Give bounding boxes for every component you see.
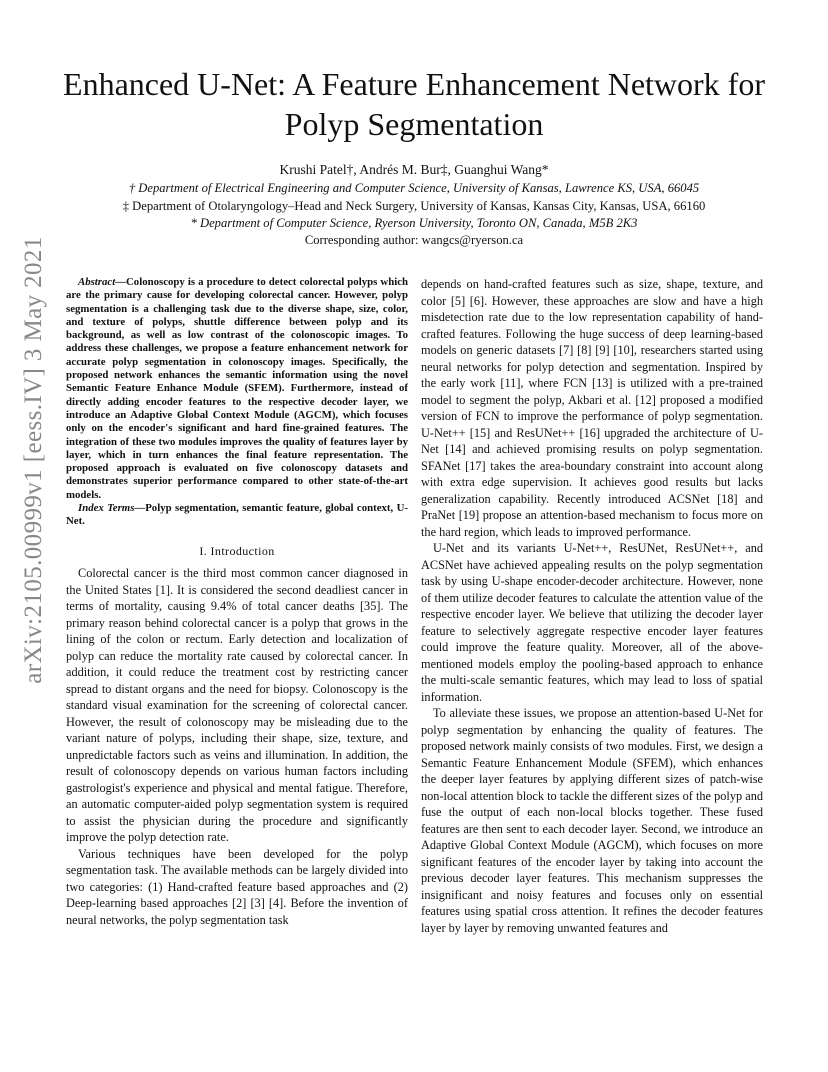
affiliation-3: * Department of Computer Science, Ryerson University, Toronto ON, Canada, M5B 2K3 xyxy=(190,216,638,230)
index-terms-label: Index Terms— xyxy=(78,502,146,515)
intro-paragraph-1: Colorectal cancer is the third most common cancer diagnosed in the United States [1]. It is considered the second deadliest cancer in terms of mortality, causing 9.4% of total cancer deaths [35]. The primary reason behind colorectal cancer is a polyp that grows in the lining of the colon or rectum. Early detection and localization of polyp can reduce the mortality rate caused by colorectal cancer. In addition, it could reduce the treatment cost by restricting cancer spread to distant organs and the need for biopsy. Colonoscopy is the standard visual examination for the screening of colorectal cancer. However, the result of colonoscopy may be misleading due to the variant nature of polyps, including their shape, size, texture, and unpredictable factors such as veins and illumination. In addition, the result of colonoscopy depends on various human factors including gastrologist's experience and physical and mental fatigue. Therefore, an automatic computer-aided polyp segmentation system is required to assist the physician during the procedure and significantly improve the polyp detection rate. xyxy=(66,566,408,845)
index-terms xyxy=(66,502,408,529)
corresponding-author: Corresponding author: wangcs@ryerson.ca xyxy=(304,233,524,247)
abstract xyxy=(66,276,408,502)
right-column xyxy=(421,276,763,936)
section-heading: I. Introduction xyxy=(199,543,275,558)
right-paragraph-2: U-Net and its variants U-Net++, ResUNet, ResUNet++, and ACSNet have achieved appealing results on the polyp segmentation task by using U-shape encoder-decoder architecture. However, none of them utilize decoder features to calculate the attention value of the respective encoder layer. We believe that utilizing the decoder layer feature to selectively aggregate respective encoder layer features could improve the feature quality. Moreover, all of the above-mentioned models employ the pooling-based approach to enhance the multi-scale semantic features, which may lead to loss of spatial information. xyxy=(421,541,763,704)
arxiv-stamp xyxy=(14,236,54,684)
abstract-label: Abstract— xyxy=(78,276,126,288)
index-terms-text: Polyp segmentation, semantic feature, global context, U-Net. xyxy=(66,502,408,528)
affiliation-2: ‡ Department of Otolaryngology–Head and Neck Surgery, University of Kansas, Kansas City, Kansas, USA, 66160 xyxy=(122,199,706,213)
right-paragraph-1: depends on hand-crafted features such as size, shape, texture, and color [5] [6]. However, these approaches are slow and have a high misdetection rate due to the low representation capability of hand-crafted features. Following the huge success of deep learning-based models on generic datasets [7] [8] [9] [10], researchers started using neural networks for polyp detection and segmentation. Inspired by the early work [11], where FCN [13] is utilized with a pre-trained model to segment the polyp, Akbari et al. [12] proposed a modified version of FCN to improve the performance of polyp segmentation. U-Net++ [15] and ResUNet++ [16] upgraded the architecture of U-Net [14] and achieved promising results on polyp segmentation. SFANet [17] takes the area-boundary constraint into account along with extra edge supervision. It achieves good results but lacks generalization capability. Recently introduced ACSNet [18] and PraNet [19] propose an attention-based mechanism to focus more on the hard region, which leads to improved performance. xyxy=(421,277,763,539)
arxiv-id: arXiv:2105.00999v1 [eess.IV] 3 May 2021 xyxy=(20,236,47,684)
affiliation-1: † Department of Electrical Engineering and Computer Science, University of Kansas, Lawrence KS, USA, 66045 xyxy=(128,181,700,195)
abstract-text: Colonoscopy is a procedure to detect colorectal polyps which are the primary cause for developing colorectal cancer. However, polyp segmentation is a challenging task due to the diverse shape, size, color, and texture of polyps, shuttle difference between polyp and its background, as well as low contrast of the colonoscopic images. To address these challenges, we propose a feature enhancement network for accurate polyp segmentation in colonoscopy images. Specifically, the proposed network enhances the semantic information using the novel Semantic Feature Enhance Module (SFEM). Furthermore, instead of directly adding encoder features to the respective decoder layer, we introduce an Adaptive Global Context Module (AGCM), which focuses only on the encoder's significant and hard fine-grained features. The integration of these two modules improves the quality of features layer by layer, which in turn enhances the final feature representation. The proposed approach is evaluated on five colonoscopy datasets and demonstrates superior performance compared to other state-of-the-art models. xyxy=(66,276,408,501)
paper-title: Enhanced U-Net: A Feature Enhancement Network for Polyp Segmentation xyxy=(63,66,765,142)
left-column xyxy=(66,276,408,928)
right-paragraph-3: To alleviate these issues, we propose an attention-based U-Net for polyp segmentation by enhancing the quality of features. The proposed network mainly consists of two modules. First, we design a Semantic Feature Enhancement Module (SFEM), which enhances the deeper layer features by applying different sizes of patch-wise non-local attention block to tackle the different sizes of the polyp and fuse the output of each non-local blocks together. These fused features are then sent to each decoder layer. Second, we introduce an Adaptive Global Context Module (AGCM), which focuses on more significant features of the encoder layer by taking into account the previous decoder layer features. This mechanism suppresses the insignificant and noisy features and focuses only on essential features using spatial cross attention. It refines the decoder features layer by layer by removing unwanted features and xyxy=(421,706,763,935)
author-list: Krushi Patel†, Andrés M. Bur‡, Guanghui Wang* xyxy=(279,162,549,177)
intro-paragraph-2: Various techniques have been developed for the polyp segmentation task. The available methods can be largely divided into two categories: (1) Hand-crafted feature based approaches and (2) Deep-learning based approaches [2] [3] [4]. Before the invention of neural networks, the polyp segmentation task xyxy=(66,846,408,927)
